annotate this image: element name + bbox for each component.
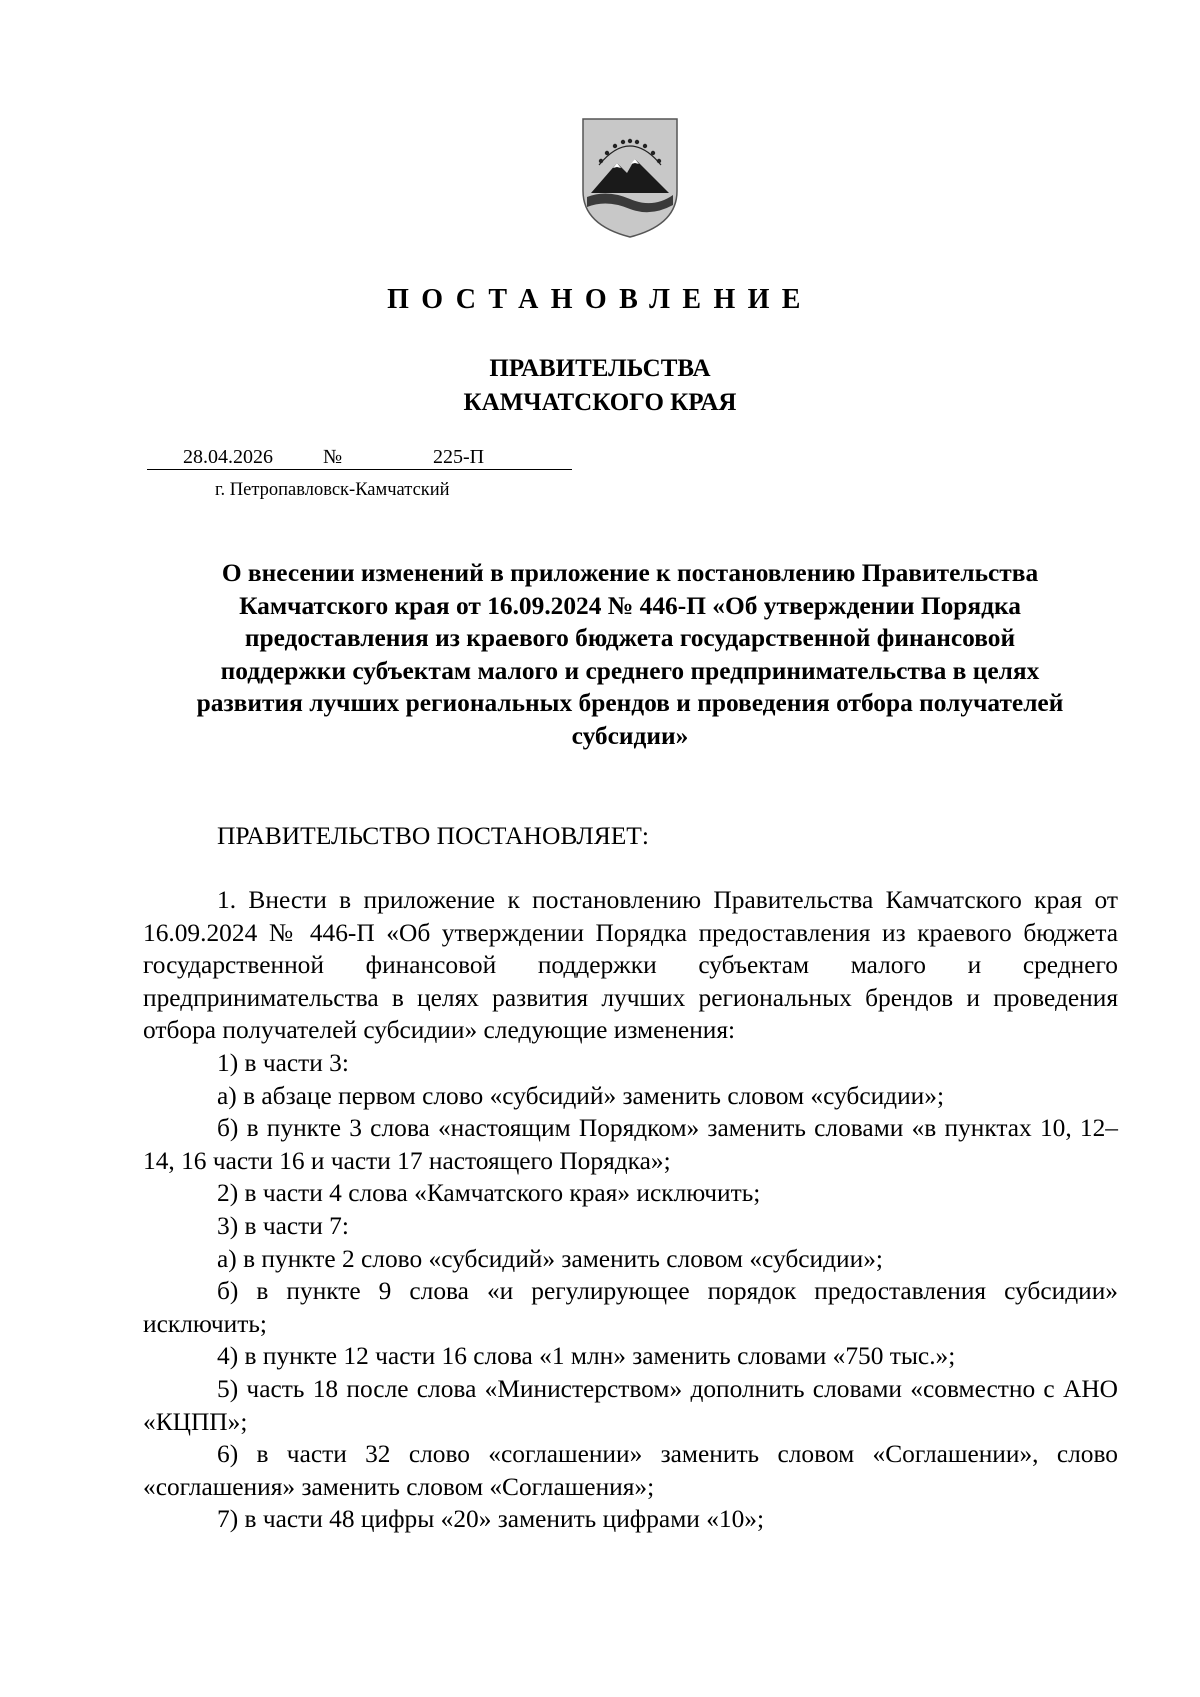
document-body <box>143 884 1118 1536</box>
decree-statement: ПРАВИТЕЛЬСТВО ПОСТАНОВЛЯЕТ: <box>217 821 649 850</box>
registration-date: 28.04.2026 <box>183 446 273 468</box>
title-line: предоставления из краевого бюджета государственной финансовой <box>244 624 1016 652</box>
title-line: О внесении изменений в приложение к постановлению Правительства <box>221 559 1039 587</box>
number-sign: № <box>323 446 343 468</box>
body-paragraph: 5) часть 18 после слова «Министерством» дополнить словами «совместно с АНО «КЦПП»; <box>143 1374 1118 1436</box>
body-paragraph: а) в абзаце первом слово «субсидий» заменить словом «субсидии»; <box>217 1081 945 1110</box>
registration-line <box>147 445 572 470</box>
document-title <box>140 557 1120 752</box>
body-paragraph: 1) в части 3: <box>217 1048 349 1077</box>
title-line: субсидии» <box>571 721 689 750</box>
title-line: развития лучших региональных брендов и проведения отбора получателей <box>196 689 1064 717</box>
authority-line: ПРАВИТЕЛЬСТВА <box>489 355 711 382</box>
title-line: поддержки субъектам малого и среднего предпринимательства в целях <box>220 656 1040 685</box>
body-paragraph: 1. Внести в приложение к постановлению Правительства Камчатского края от 16.09.2024 № 446-П «Об утверждении Порядка предоставления из краевого бюджета государственной финансовой поддержки субъектам малого и среднего предпринимательства в целях развития лучших региональных брендов и проведения отбора получателей субсидии» следующие изменения: <box>143 886 1118 1045</box>
body-paragraph: 3) в части 7: <box>217 1211 349 1240</box>
body-paragraph: 4) в пункте 12 части 16 слова «1 млн» заменить словами «750 тыс.»; <box>217 1342 956 1371</box>
kamchatka-coat-of-arms-icon <box>577 113 683 240</box>
body-paragraph: 2) в части 4 слова «Камчатского края» исключить; <box>217 1179 761 1208</box>
body-paragraph: б) в пункте 9 слова «и регулирующее порядок предоставления субсидии» исключить; <box>143 1277 1118 1338</box>
document-type-heading: ПОСТАНОВЛЕНИЕ <box>387 284 813 315</box>
body-paragraph: 7) в части 48 цифры «20» заменить цифрами «10»; <box>217 1505 765 1534</box>
registration-number: 225-П <box>433 446 485 468</box>
issuing-authority <box>0 352 1200 420</box>
body-paragraph: а) в пункте 2 слово «субсидий» заменить словом «субсидии»; <box>217 1244 883 1273</box>
title-line: Камчатского края от 16.09.2024 № 446-П «Об утверждении Порядка <box>239 591 1021 620</box>
body-paragraph: 6) в части 32 слово «соглашении» заменить словом «Соглашении», слово «соглашения» заменить словом «Соглашения»; <box>143 1440 1118 1501</box>
body-paragraph: б) в пункте 3 слова «настоящим Порядком» заменить словами «в пунктах 10, 12–14, 16 части 16 и части 17 настоящего Порядка»; <box>143 1114 1118 1175</box>
issue-city: г. Петропавловск-Камчатский <box>215 480 450 500</box>
authority-line: КАМЧАТСКОГО КРАЯ <box>463 389 737 416</box>
